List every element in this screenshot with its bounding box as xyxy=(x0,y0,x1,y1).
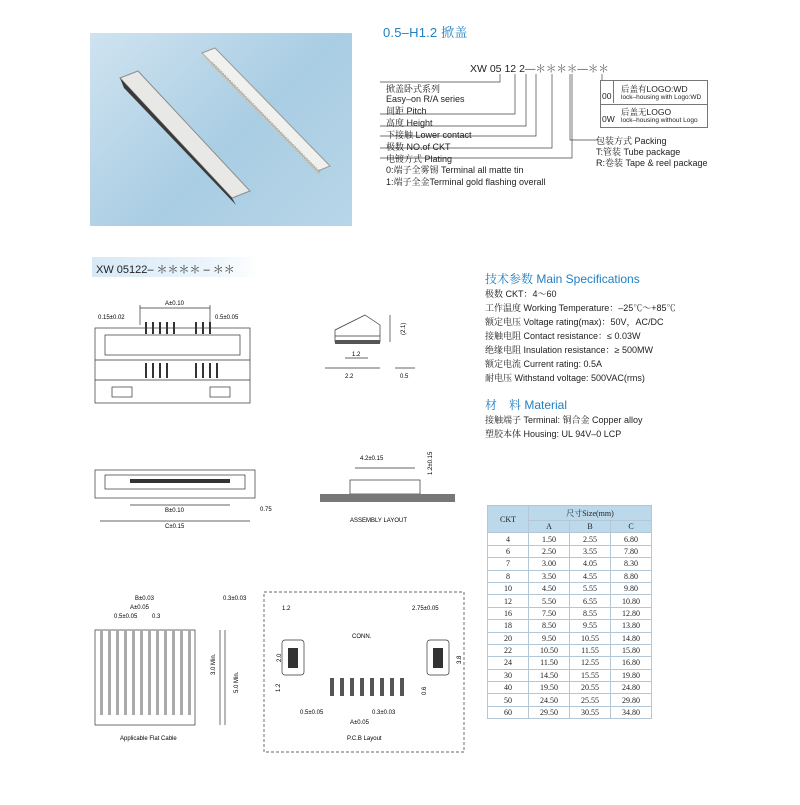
table-cell: 30 xyxy=(488,669,529,681)
logo-option-00-cn: 后盖有LOGO:WD xyxy=(621,84,688,94)
logo-option-0w-cn: 后盖无LOGO xyxy=(621,107,672,117)
spec-item: 额定电压 Voltage rating(max)：50V，AC/DC xyxy=(485,317,664,327)
assembly-caption: ASSEMBLY LAYOUT xyxy=(350,518,408,524)
table-cell: 4.55 xyxy=(570,570,611,582)
table-cell: 6.55 xyxy=(570,595,611,607)
table-row xyxy=(488,595,652,607)
spec-item: 工作温度 Working Temperature：–25℃～+85℃ xyxy=(485,303,676,313)
pcb-dim-3-8: 3.8 xyxy=(457,655,463,664)
table-cell: 12 xyxy=(488,595,529,607)
spec-item: 耐电压 Withstand voltage: 500VAC(rms) xyxy=(485,373,645,383)
packing-reel: R:卷装 Tape & reel package xyxy=(596,158,708,168)
table-cell: 1.50 xyxy=(529,533,570,545)
label-series-cn: 掀盖卧式系列 xyxy=(386,84,441,94)
pn-prefix: XW xyxy=(470,63,487,75)
product-photo xyxy=(90,33,352,226)
section-title: XW 05122– ＊＊＊＊ – ＊＊ xyxy=(96,264,235,276)
fc-dim-pitch: 0.5±0.05 xyxy=(114,614,138,620)
pn-contact: 2 xyxy=(519,63,525,75)
table-row xyxy=(488,582,652,594)
table-cell: 4.05 xyxy=(570,558,611,570)
dim-b: B±0.10 xyxy=(165,508,184,514)
table-cell: 7 xyxy=(488,558,529,570)
pcb-dim-2-75: 2.75±0.05 xyxy=(412,606,439,612)
dim-c: C±0.15 xyxy=(165,524,185,530)
table-row xyxy=(488,682,652,694)
logo-option-00-en: lock–housing with Logo:WD xyxy=(621,94,702,101)
size-table-wrapper xyxy=(487,505,652,719)
table-row xyxy=(488,620,652,632)
pn-series: 05 xyxy=(489,63,502,75)
fc-dim-3-0: 3.0 Min. xyxy=(211,653,217,675)
size-table-body xyxy=(488,533,652,719)
table-cell: 10.55 xyxy=(570,632,611,644)
logo-option-0w-en: lock–housing without Logo xyxy=(621,117,698,124)
material-item: 塑胶本体 Housing: UL 94V–0 LCP xyxy=(485,429,622,439)
fc-dim-0-3: 0.3 xyxy=(152,614,161,620)
fc-dim-a: A±0.05 xyxy=(130,605,149,611)
table-cell: 30.55 xyxy=(570,706,611,718)
table-row xyxy=(488,632,652,644)
spec-item: 绝缘电阻 Insulation resistance：≥ 500MW xyxy=(485,345,653,355)
table-cell: 5.55 xyxy=(570,582,611,594)
table-row xyxy=(488,644,652,656)
flat-cable-drawing xyxy=(90,590,260,750)
material-heading: 材 料 Material xyxy=(485,398,568,412)
label-lower-contact: 下接触 Lower contact xyxy=(386,130,472,140)
table-cell: 24.80 xyxy=(611,682,652,694)
spec-item: 接触电阻 Contact resistance：≤ 0.03W xyxy=(485,331,641,341)
product-title: 0.5–H1.2 掀盖 xyxy=(383,25,468,40)
dim-4-2: 4.2±0.15 xyxy=(360,456,384,462)
table-cell: 2.50 xyxy=(529,545,570,557)
table-cell: 13.80 xyxy=(611,620,652,632)
pn-suffix: —＊＊＊＊—＊＊ xyxy=(524,63,609,75)
table-cell: 6.80 xyxy=(611,533,652,545)
logo-option-divider xyxy=(601,104,707,105)
pcb-dim-0-6: 0.6 xyxy=(422,686,428,695)
table-cell: 3.50 xyxy=(529,570,570,582)
table-row xyxy=(488,706,652,718)
table-cell: 7.50 xyxy=(529,607,570,619)
size-table-col-b: B xyxy=(570,521,611,533)
front-view-drawing xyxy=(90,295,280,415)
pcb-caption: P.C.B Layout xyxy=(347,736,382,742)
pcb-layout-drawing xyxy=(262,590,472,760)
pcb-dim-a: A±0.05 xyxy=(350,720,369,726)
dim-1-2: 1.2 xyxy=(352,352,361,358)
size-table-ckt-header: CKT xyxy=(488,506,529,533)
packing-tube: T:管装 Tube package xyxy=(596,147,681,157)
table-cell: 22 xyxy=(488,644,529,656)
pcb-dim-1-2: 1.2 xyxy=(282,606,291,612)
pn-pitch: 12 xyxy=(504,63,517,75)
table-cell: 12.55 xyxy=(570,657,611,669)
label-height: 高度 Height xyxy=(386,118,433,128)
table-row xyxy=(488,694,652,706)
label-plating-1: 1:端子全金Terminal gold flashing overall xyxy=(386,177,546,187)
table-cell: 2.55 xyxy=(570,533,611,545)
table-row xyxy=(488,545,652,557)
table-row xyxy=(488,607,652,619)
table-cell: 11.50 xyxy=(529,657,570,669)
table-cell: 14.80 xyxy=(611,632,652,644)
table-cell: 19.80 xyxy=(611,669,652,681)
dim-height-2-1: (2.1) xyxy=(401,322,407,335)
pcb-conn-label: CONN. xyxy=(352,634,372,640)
table-cell: 24 xyxy=(488,657,529,669)
table-cell: 10 xyxy=(488,582,529,594)
table-cell: 10.80 xyxy=(611,595,652,607)
spec-item: 额定电流 Current rating: 0.5A xyxy=(485,359,603,369)
fc-dim-5-0: 5.0 Min. xyxy=(234,671,240,693)
logo-option-00-code: 00 xyxy=(602,91,612,101)
top-view-drawing xyxy=(90,465,280,530)
table-cell: 5.50 xyxy=(529,595,570,607)
table-cell: 20 xyxy=(488,632,529,644)
label-pitch: 间距 Pitch xyxy=(386,106,427,116)
table-cell: 10.50 xyxy=(529,644,570,656)
table-cell: 15.55 xyxy=(570,669,611,681)
table-cell: 4.50 xyxy=(529,582,570,594)
table-cell: 9.50 xyxy=(529,632,570,644)
table-cell: 3.00 xyxy=(529,558,570,570)
table-cell: 25.55 xyxy=(570,694,611,706)
dim-0-5: 0.5 xyxy=(400,374,409,380)
pcb-dim-pitch: 0.5±0.05 xyxy=(300,710,324,716)
dim-pin-width: 0.15±0.02 xyxy=(98,315,125,321)
pcb-dim-1-2-b: 1.2 xyxy=(276,683,282,692)
table-row xyxy=(488,558,652,570)
pcb-dim-width: 0.3±0.03 xyxy=(372,710,396,716)
logo-option-0w-code: 0W xyxy=(602,114,615,124)
table-cell: 8.55 xyxy=(570,607,611,619)
table-cell: 8.30 xyxy=(611,558,652,570)
table-cell: 29.80 xyxy=(611,694,652,706)
table-cell: 9.80 xyxy=(611,582,652,594)
table-cell: 50 xyxy=(488,694,529,706)
size-table-size-header: 尺寸Size(mm) xyxy=(529,506,652,521)
table-cell: 34.80 xyxy=(611,706,652,718)
table-cell: 11.55 xyxy=(570,644,611,656)
section-title-bar xyxy=(92,257,260,277)
table-cell: 7.80 xyxy=(611,545,652,557)
table-cell: 8.80 xyxy=(611,570,652,582)
table-cell: 29.50 xyxy=(529,706,570,718)
material-item: 接触端子 Terminal: 铜合金 Copper alloy xyxy=(485,415,643,425)
table-cell: 6 xyxy=(488,545,529,557)
side-view-drawing xyxy=(320,300,430,385)
dim-pitch: 0.5±0.05 xyxy=(215,315,239,321)
logo-options-box xyxy=(600,80,708,128)
packing-title: 包装方式 Packing xyxy=(596,136,667,146)
table-cell: 19.50 xyxy=(529,682,570,694)
table-cell: 14.50 xyxy=(529,669,570,681)
spec-item: 极数 CKT：4～60 xyxy=(485,289,557,299)
table-cell: 8 xyxy=(488,570,529,582)
label-plating-0: 0:端子全雾锡 Terminal all matte tin xyxy=(386,165,524,175)
dim-2-2: 2.2 xyxy=(345,374,354,380)
table-cell: 15.80 xyxy=(611,644,652,656)
table-cell: 24.50 xyxy=(529,694,570,706)
table-row xyxy=(488,669,652,681)
table-row xyxy=(488,657,652,669)
size-table-col-c: C xyxy=(611,521,652,533)
table-cell: 12.80 xyxy=(611,607,652,619)
fc-dim-thickness: 0.3±0.03 xyxy=(223,596,247,602)
table-cell: 60 xyxy=(488,706,529,718)
size-table-col-a: A xyxy=(529,521,570,533)
dim-a: A±0.10 xyxy=(165,301,184,307)
dim-0-75: 0.75 xyxy=(260,507,272,513)
fc-dim-b: B±0.03 xyxy=(135,596,154,602)
table-cell: 8.50 xyxy=(529,620,570,632)
table-cell: 3.55 xyxy=(570,545,611,557)
main-specs-heading: 技术参数 Main Specifications xyxy=(485,272,640,286)
table-cell: 40 xyxy=(488,682,529,694)
table-row xyxy=(488,533,652,545)
dim-1-2-b: 1.2±0.15 xyxy=(428,451,434,475)
table-cell: 9.55 xyxy=(570,620,611,632)
table-cell: 16 xyxy=(488,607,529,619)
table-cell: 4 xyxy=(488,533,529,545)
size-table xyxy=(487,505,652,719)
table-cell: 16.80 xyxy=(611,657,652,669)
table-row xyxy=(488,570,652,582)
label-plating: 电镀方式 Plating xyxy=(386,154,453,164)
label-ckt: 极数 NO.of CKT xyxy=(386,142,451,152)
table-cell: 18 xyxy=(488,620,529,632)
pcb-dim-2-0: 2.0 xyxy=(277,653,283,662)
connector-photo-illustration xyxy=(90,33,352,226)
fc-caption: Applicable Flat Cable xyxy=(120,736,177,742)
label-series-en: Easy–on R/A series xyxy=(386,94,465,104)
assembly-layout-drawing xyxy=(320,440,460,530)
table-cell: 20.55 xyxy=(570,682,611,694)
